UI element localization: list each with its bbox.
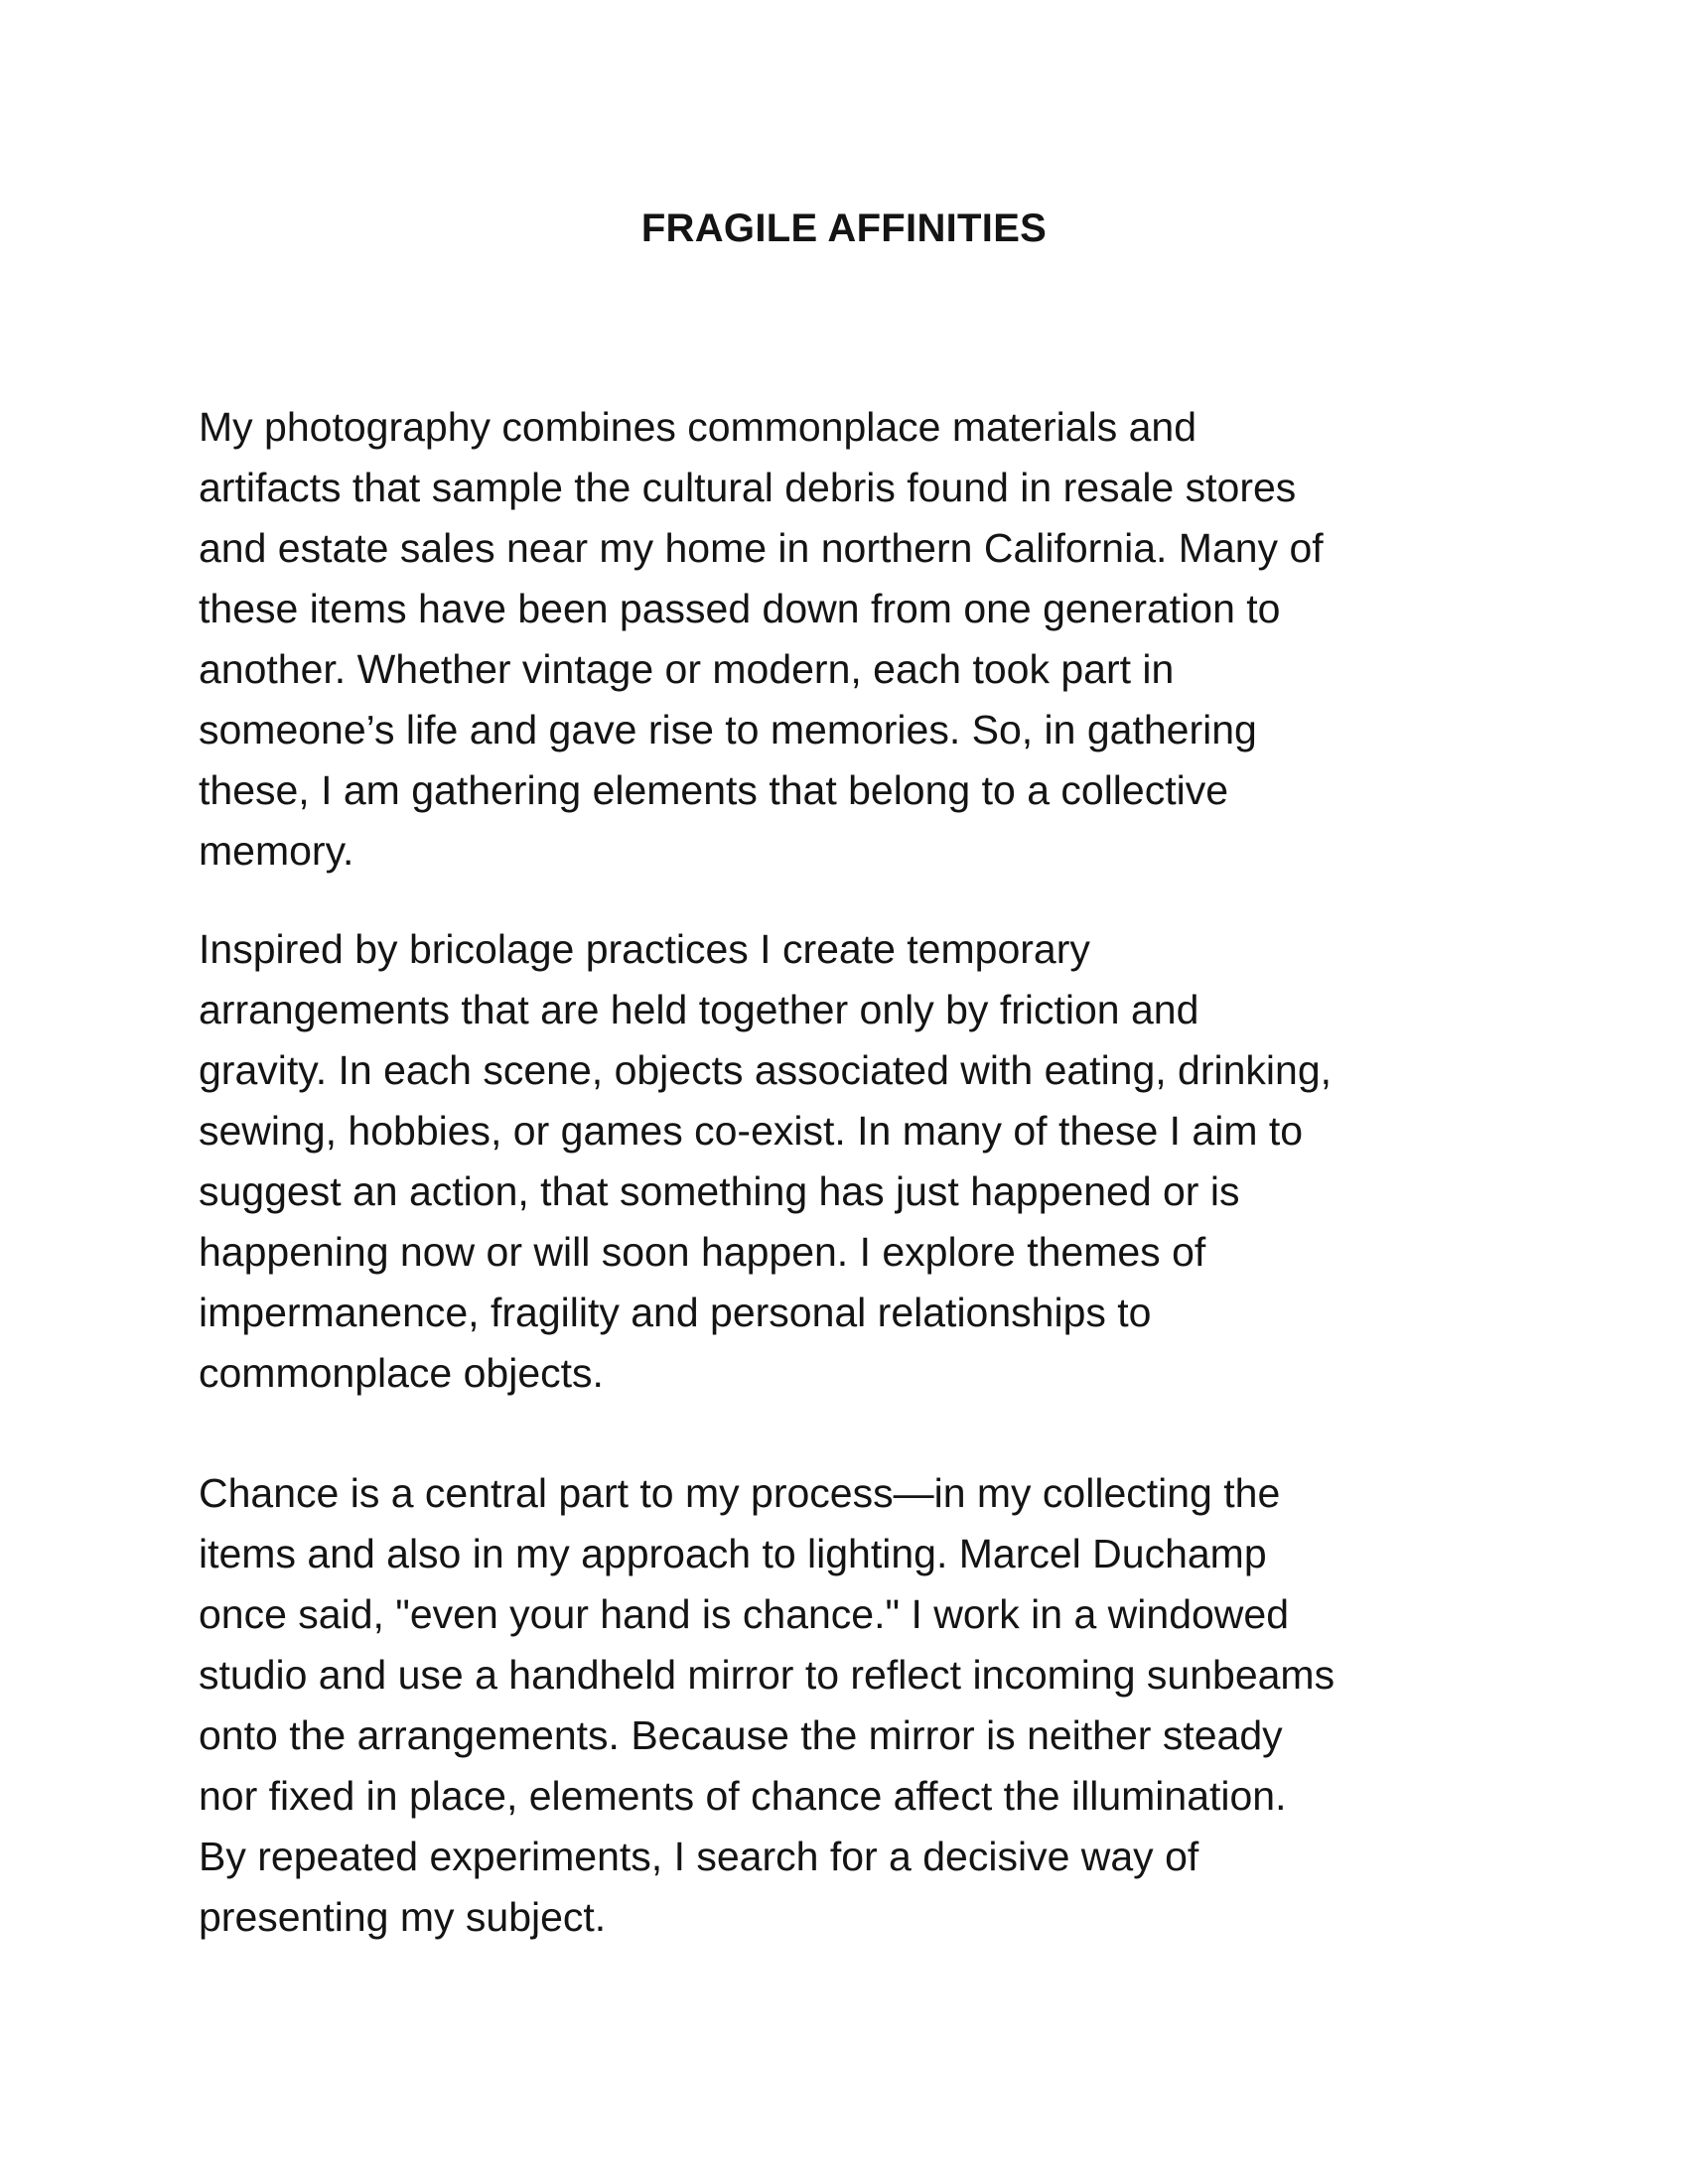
- paragraph-line: nor fixed in place, elements of chance affect the illumination.: [199, 1773, 1287, 1819]
- paragraph-line: My photography combines commonplace materials and: [199, 404, 1197, 450]
- paragraph-line: happening now or will soon happen. I explore themes of: [199, 1229, 1206, 1275]
- paragraph-line: Chance is a central part to my process—in my collecting the: [199, 1470, 1281, 1516]
- paragraph-line: another. Whether vintage or modern, each took part in: [199, 646, 1175, 692]
- paragraph-line: impermanence, fragility and personal relationships to: [199, 1290, 1152, 1335]
- paragraph-line: studio and use a handheld mirror to reflect incoming sunbeams: [199, 1652, 1336, 1698]
- paragraph-line: By repeated experiments, I search for a decisive way of: [199, 1834, 1199, 1879]
- paragraph-line: and estate sales near my home in northern California. Many of: [199, 525, 1324, 571]
- paragraph-line: suggest an action, that something has just happened or is: [199, 1168, 1240, 1214]
- paragraph-2: [199, 919, 1489, 1404]
- paragraph-line: Inspired by bricolage practices I create temporary: [199, 926, 1090, 972]
- paragraph-line: someone’s life and gave rise to memories. So, in gathering: [199, 707, 1257, 752]
- paragraph-line: once said, "even your hand is chance." I work in a windowed: [199, 1591, 1290, 1637]
- paragraph-line: items and also in my approach to lighting. Marcel Duchamp: [199, 1531, 1267, 1576]
- paragraph-3: [199, 1463, 1489, 1948]
- paragraph-line: gravity. In each scene, objects associated with eating, drinking,: [199, 1047, 1333, 1093]
- paragraph-line: these, I am gathering elements that belong to a collective: [199, 767, 1229, 813]
- paragraph-line: these items have been passed down from one generation to: [199, 586, 1281, 631]
- paragraph-line: sewing, hobbies, or games co-exist. In many of these I aim to: [199, 1108, 1304, 1154]
- paragraph-line: memory.: [199, 828, 354, 874]
- paragraph-line: presenting my subject.: [199, 1894, 607, 1940]
- paragraph-line: onto the arrangements. Because the mirror is neither steady: [199, 1712, 1283, 1758]
- document-title: FRAGILE AFFINITIES: [640, 206, 1048, 250]
- paragraph-line: commonplace objects.: [199, 1350, 604, 1396]
- paragraph-1: [199, 397, 1489, 882]
- paragraph-line: artifacts that sample the cultural debris found in resale stores: [199, 465, 1297, 510]
- paragraph-line: arrangements that are held together only by friction and: [199, 987, 1199, 1032]
